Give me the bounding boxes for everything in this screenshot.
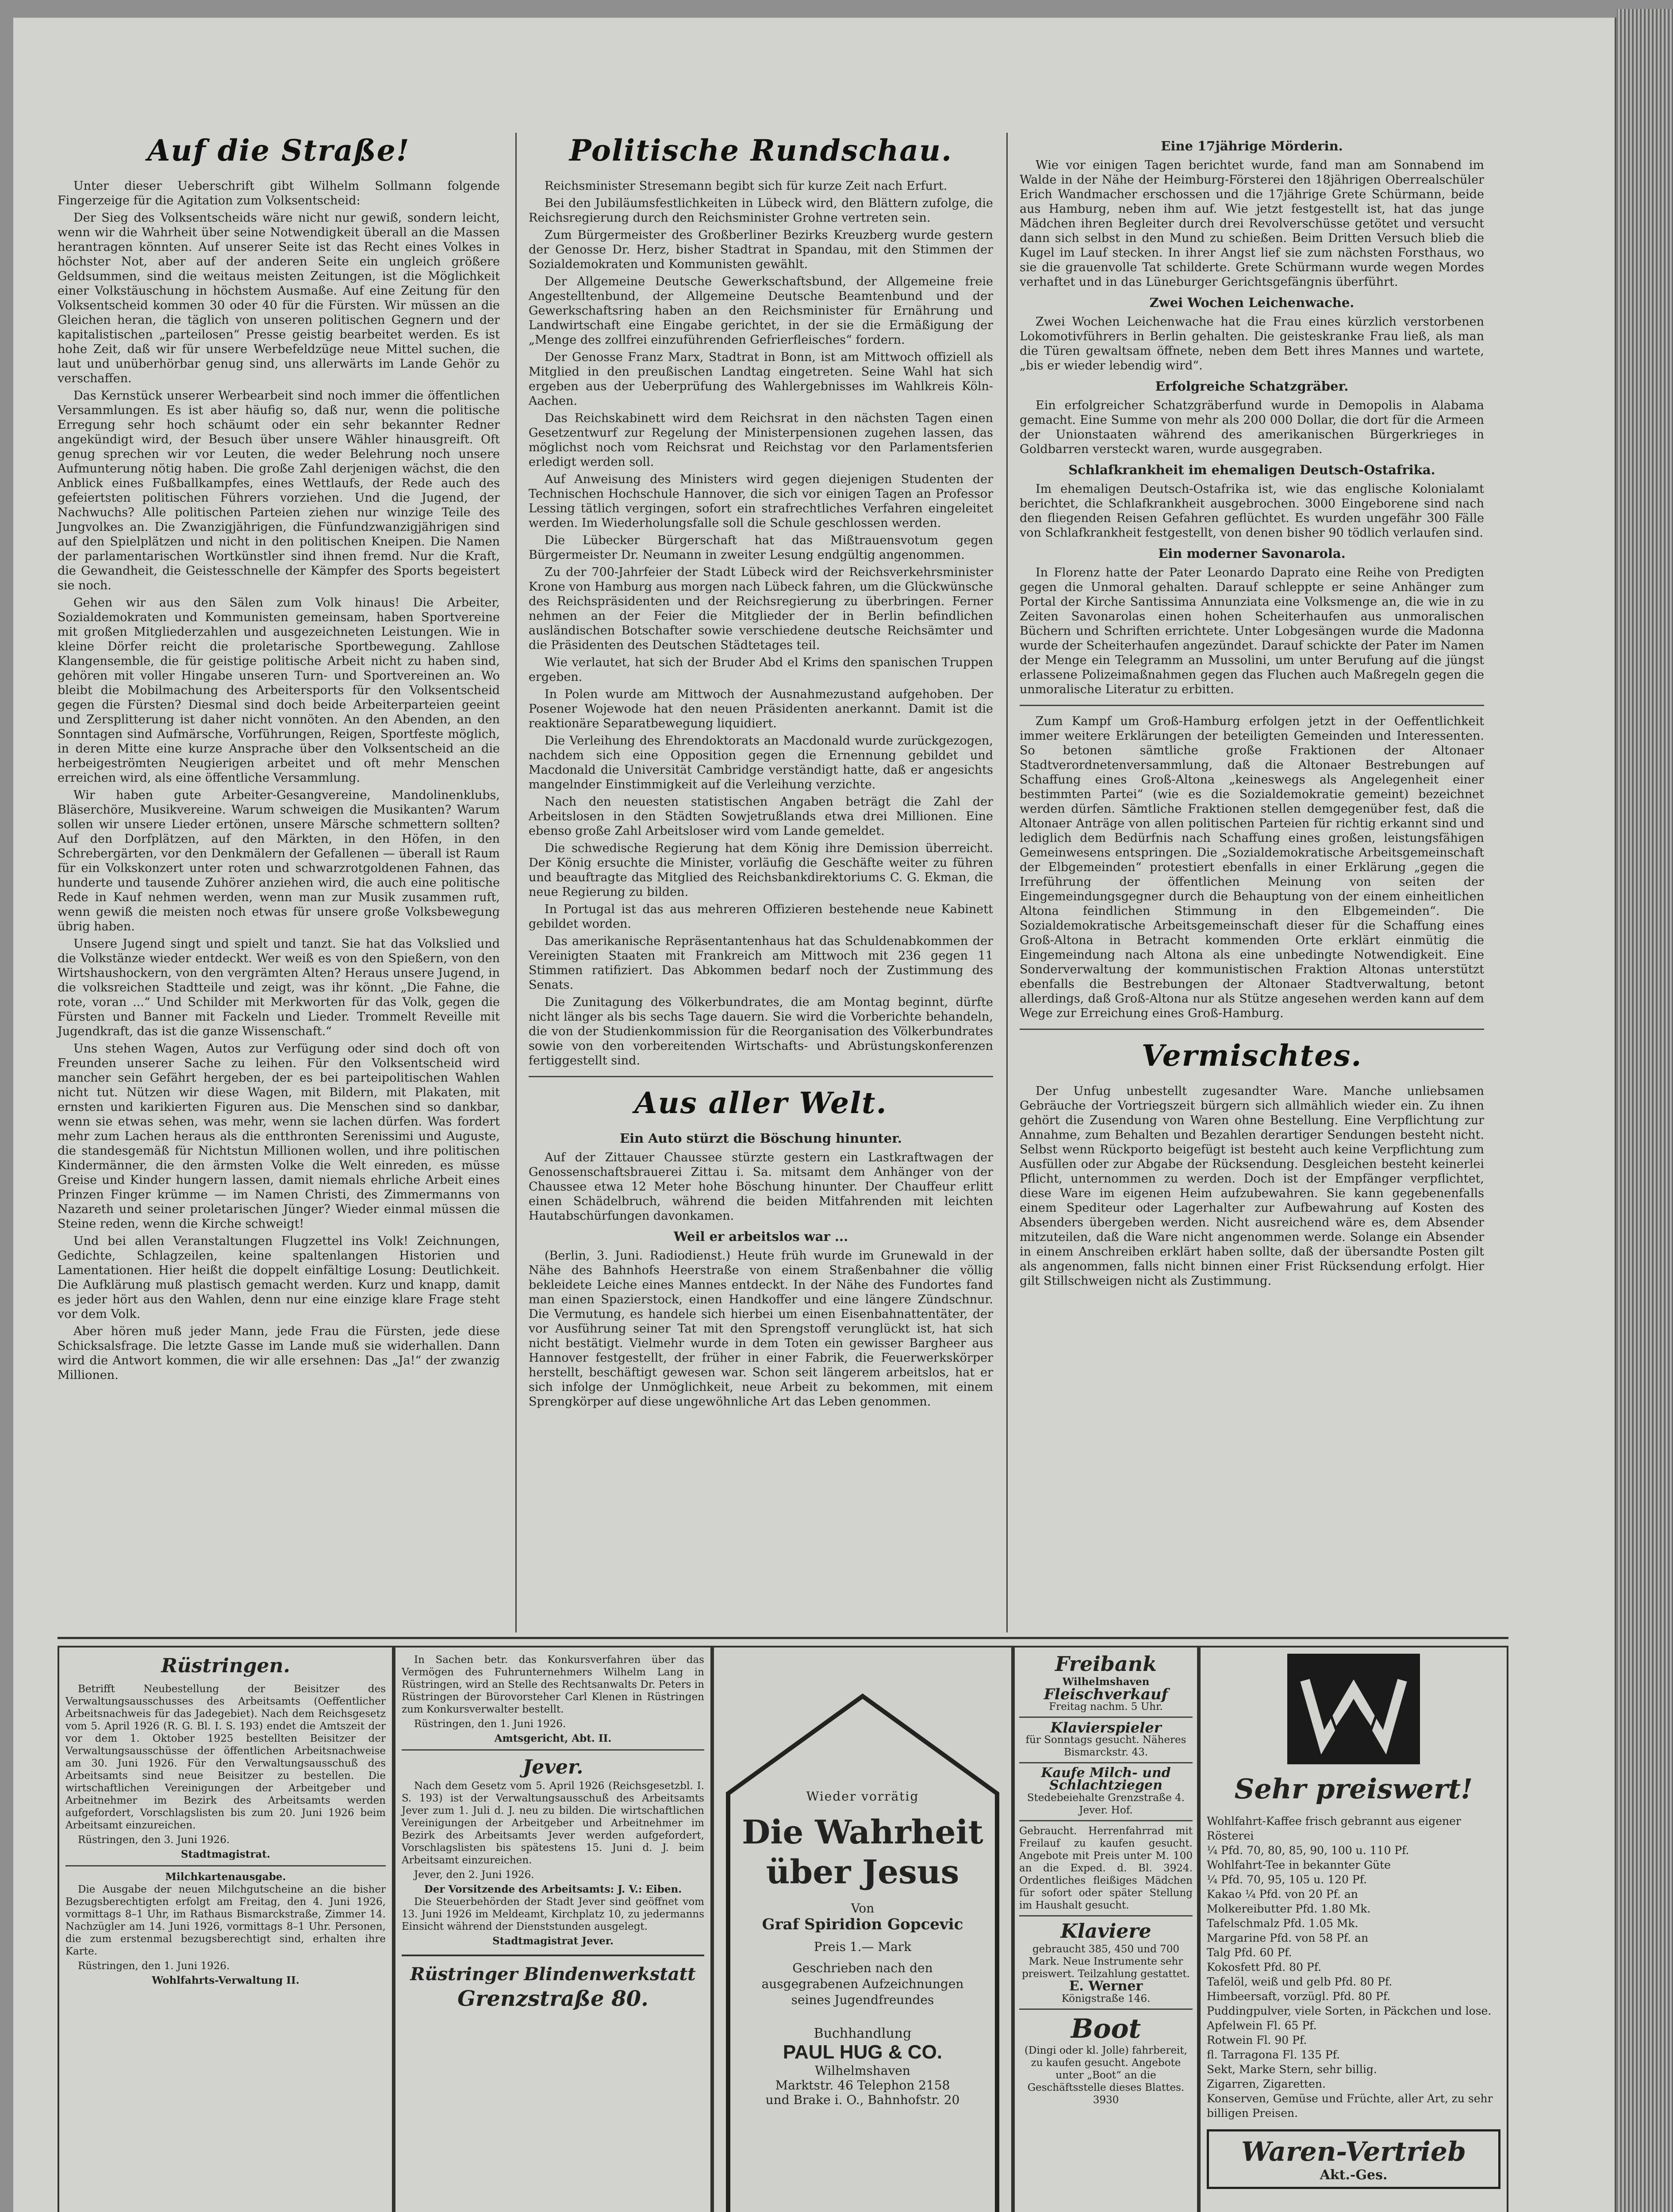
subheading-moerderin: Eine 17jährige Mörderin. (1161, 138, 1343, 154)
ad-klav-text: für Sonntags gesucht. Näheres Bismarckstr. 43. (1025, 1734, 1186, 1758)
section-divider (1020, 1029, 1484, 1030)
price-list-item: Wohlfahrt-Tee in bekannter Güte (1207, 1859, 1391, 1871)
paragraph: Die schwedische Regierung hat dem König ihre Demission überreicht. Der König ersuchte die Minister, vorläufig die Geschäfte weiter zu führen und beauftragte das Mitglied des Reichsbankdirektoriums C. G. Ekman, die neue Regierung zu bilden. (529, 841, 993, 899)
paragraph: Reichsminister Stresemann begibt sich für kurze Zeit nach Erfurt. (545, 179, 948, 193)
paragraph: Gehen wir aus den Sälen zum Volk hinaus! Die Arbeiter, Sozialdemokraten und Kommunisten gemeinsam, haben Sportvereine mit großen Mitgliederzahlen und ausgezeichneten Leistungen. Wie in kleine Dörfer reicht die proletarische Sportbewegung. Zahllose Klangensemble, die für geistige politische Arbeit nicht zu haben sind, gehören mit voller Hingabe unseren Turn- und Sportvereinen an. Wo bleibt die Mobilmachung des Arbeitersports für den Volksentscheid gegen die Fürsten? Diesmal sind doch beide Arbeiterparteien geeint und Zersplitterung ist daher nicht vonnöten. An den Abenden, an den Sonntagen sind Aufmärsche, Vorführungen, Reigen, Sportfeste möglich, in deren Mitte eine kurze Ansprache über den Volksentscheid an die herbeigeströmten Neugierigen arbeitet und oft mehr Menschen erreichen wird, als eine öffentliche Versammlung. (58, 596, 500, 785)
price-list-item: Sekt, Marke Stern, sehr billig. (1207, 2063, 1377, 2076)
price-list-item: Molkereibutter Pfd. 1.80 Mk. (1207, 1902, 1371, 1915)
article-body-auf-die-strasse (58, 179, 500, 1382)
book-ad-shop-name: PAUL HUG & CO. (783, 2041, 943, 2063)
ad-wv-items (1207, 1814, 1500, 2120)
book-ad-city: Wilhelmshaven (815, 2063, 910, 2078)
paragraph: In Polen wurde am Mittwoch der Ausnahmezustand aufgehoben. Der Posener Wojewode hat den neuen Präsidenten anerkannt. Damit ist die reaktionäre Separatbewegung liquidiert. (529, 687, 993, 730)
price-list-item: Wohlfahrt-Kaffee frisch gebrannt aus eigener Rösterei (1207, 1815, 1461, 1842)
ad-divider (402, 1955, 704, 1956)
article-title-aus-aller-welt: Aus aller Welt. (634, 1086, 887, 1120)
column-3 (1020, 133, 1484, 1291)
book-ad-top: Wieder vorrätig (806, 1789, 919, 1804)
paragraph: Unter dieser Ueberschrift gibt Wilhelm Sollmann folgende Fingerzeige für die Agitation zum Volksentscheid: (58, 179, 500, 207)
column-divider (1006, 133, 1008, 1632)
ad-classifieds (1013, 1646, 1199, 2212)
ad-misc-text: Gebraucht. Herrenfahrrad mit Freilauf zu kaufen gesucht. Angebote mit Preis unter M. 100 an die Exped. d. Bl. 3924. Ordentliches fleißiges Mädchen für sofort oder später Stellung im Haushalt gesucht. (1019, 1825, 1193, 1911)
ad-rustringen-sign: Stadtmagistrat. (180, 1848, 271, 1860)
ad-blind-line1: Rüstringer Blindenwerkstatt (410, 1964, 696, 1985)
ad-milch-date: Rüstringen, den 1. Juni 1926. (78, 1960, 230, 1972)
column-divider (515, 133, 517, 1632)
ad-blind-line2: Grenzstraße 80. (457, 1986, 648, 2011)
ad-milch-text: Die Ausgabe der neuen Milchgutscheine an die bisher Bezugsberechtigten erfolgt am Freitag, den 4. Juni 1926, vormittags 8–1 Uhr, im Rathaus Bismarckstraße, Zimmer 14. Nachzügler am 14. Juni 1926, vormittags 8–1 Uhr. Personen, die zum erstenmal bezugsberechtigt sind, erhalten ihre Karte. (65, 1884, 386, 1957)
book-ad-title1: Die Wahrheit (742, 1813, 983, 1851)
paragraph: Der Allgemeine Deutsche Gewerkschaftsbund, der Allgemeine freie Angestelltenbund, der Allgemeine Deutsche Beamtenbund und der Gewerkschaftsring haben an den Reichsminister für Ernährung und Landwirtschaft eine Eingabe gerichtet, in der sie die Ermäßigung der „Menge des zollfrei einzuführenden Gefrierfleisches“ fordern. (529, 275, 993, 347)
paragraph-savonarola: In Florenz hatte der Pater Leonardo Daprato eine Reihe von Predigten gegen die Unmoral gehalten. Darauf schleppte er seine Anhänger zum Portal der Kirche Santissima Annunziata eine Volksmenge an, die wie in zu Zeiten Savonarolas einen hohen Scheiterhaufen aus unmoralischen Büchern und Schriften errichtete. Unter Lobgesängen wurde die Madonna wurde der Scheiterhaufen angezündet. Darauf schickte der Pater im Namen der Menge ein Telegramm an Mussolini, um unter Berufung auf die jüngst erlassene Polizeimaßnahmen gegen das Fluchen auch Maßregeln gegen die unmoralische Literatur zu erbitten. (1020, 566, 1484, 696)
ad-klaviere-title: Klaviere (1060, 1920, 1151, 1943)
paragraph: Zu der 700-Jahrfeier der Stadt Lübeck wird der Reichsverkehrsminister Krone von Hamburg aus morgen nach Lübeck fahren, um die Glückwünsche des Reichspräsidenten und der Reichsregierung zu überbringen. Ferner nehmen an der Feier die Mitglieder der in Berlin befindlichen ausländischen Botschafter sowie verschiedene deutsche Reichsämter und die Präsidenten des Deutschen Städtetages teil. (529, 565, 993, 652)
paragraph-gross-hamburg: Zum Kampf um Groß-Hamburg erfolgen jetzt in der Oeffentlichkeit immer weitere Erklärungen der beteiligten Gemeinden und Interessenten. So betonen sämtliche große Fraktionen der Altonaer Stadtverordnetenversammlung, daß die Altonaer Bestrebungen auf Schaffung eines Groß-Altona „keineswegs als Angelegenheit einer bestimmten Partei“ (wie es die Sozialdemokratie gemeint) bezeichnet werden dürfen. Sämtliche Fraktionen stellen demgegenüber fest, daß die Altonaer Anträge von allen politischen Parteien für richtig erkannt sind und lediglich dem Bedürfnis nach Schaffung eines großen, leistungsfähigen Gemeinwesens entspringen. Die „Sozialdemokratische Arbeitsgemeinschaft der Elbgemeinden“ protestiert ebenfalls in einer Erklärung „gegen die Irreführung der öffentlichen Meinung von seiten der Eingemeindungsgegner durch die Behauptung von der einem einheitlichen Altona feindlichen Stimmung in den Elbgemeinden“. Die Sozialdemokratische Arbeitsgemeinschaft dieser für die Schaffung eines Groß-Altona in Betracht kommenden Orte erklärt einmütig die Eingemeindung nach Altona als eine unbedingte Notwendigkeit. Eine Sonderverwaltung der kommunistischen Fraktion Altonas unterstützt ebenfalls die Bestrebungen der Altonaer Stadtverwaltung, betont allerdings, daß Groß-Altona nur als Stütze angesehen werden kann auf dem Wege zur Erreichung eines Groß-Hamburg. (1020, 714, 1484, 1020)
price-list-item: Margarine Pfd. von 58 Pf. an (1207, 1932, 1369, 1944)
book-ad-price: Preis 1.— Mark (813, 1939, 912, 1954)
ad-rustringen-title: Rüstringen. (161, 1655, 290, 1677)
paragraph: Unsere Jugend singt und spielt und tanzt. Sie hat das Volkslied und die Volkstänze wieder entdeckt. Wer weiß es von den Spießern, von den Wirtshaushockern, von den vergrämten Alten? Heraus unsere Jugend, in die volksreichen Stadtteile und zeigt, was ihr könnt. „Die Fahne, die rote, voran ...“ Und Schilder mit Merkworten für das Volk, gegen die Fürsten und Banner mit Fackeln und Lieder. Trommelt Reveille mit Jugendkraft, das ist die ganze Wissenschaft.“ (58, 937, 500, 1038)
paragraph-auto: Auf der Zittauer Chaussee stürzte gestern ein Lastkraftwagen der Genossenschaftsbrauerei Zittau i. Sa. mitsamt dem Anhänger von der Chaussee etwa 12 Meter hohe Böschung hinunter. Der Chauffeur erlitt einen Schädelbruch, während die beiden Mitfahrenden mit leichten Hautabschürfungen davonkamen. (529, 1151, 993, 1223)
paragraph: Das Kernstück unserer Werbearbeit sind noch immer die öffentlichen Versammlungen. Es ist aber häufig so, daß nur, wenn die politische Erregung sehr hoch schäumt oder ein sehr bekannter Redner angekündigt wird, der Besuch über unsere Wähler hinausgreift. Oft genug sprechen wir vor Leuten, die weder Belehrung noch unsere Aufmunterung nötig haben. Die große Zahl derjenigen wächst, die den Anblick eines Fußballkampfes, eines Wettlaufs, der Rede auch des gefeiertsten politischen Führers vorziehen. Und die Jugend, der Nachwuchs? Alle politischen Parteien ziehen nur winzige Teile des Jungvolkes an. Die Zwanzigjährigen, die Fünfundzwanzigjährigen sind auf den Spielplätzen und nicht in den politischen Kneipen. Die Namen der parlamentarischen Wortkünstler sind ihnen fremd. Nur die Kraft, die Gewandheit, die Geistesschnelle der Kämpfer des Sports begeistert sie noch. (58, 389, 500, 592)
ad-kaufe-title: Kaufe Milch- und Schlachtziegen (1041, 1765, 1171, 1793)
ad-klaviere-addr: Königstraße 146. (1061, 1993, 1151, 2005)
ad-wv-headline: Sehr preiswert! (1234, 1773, 1473, 1805)
price-list-item: Puddingpulver, viele Sorten, in Päckchen und lose. (1207, 2005, 1492, 2017)
paragraph: Wir haben gute Arbeiter-Gesangvereine, Mandolinenklubs, Bläserchöre, Musikvereine. Warum schweigen die Musikanten? Warum sollen wir unsere Lieder ertönen, unsere Märsche schmettern sollten? Auf den Dorfplätzen, auf den Märkten, in den Höfen, in den Schrebergärten, vor den Denkmälern der Gefallenen — überall ist Raum für ein Volkskonzert unter roten und schwarzrotgoldenen Fahnen, das hunderte und tausende Zuhörer anziehen wird, die auch eine politische Rede in Kauf nehmen werden, wenn man zur Musik zusammen ruft, wenn gewiß die meisten noch etwas für unsere große Volksbewegung übrig haben. (58, 788, 500, 933)
column-2 (529, 133, 993, 1412)
book-ad-desc: Geschrieben nach den ausgegrabenen Aufzeichnungen seines Jugendfreundes (761, 1961, 964, 2007)
ad-konkurs-text: In Sachen betr. das Konkursverfahren über das Vermögen des Fuhrunternehmers Wilhelm Lang in Rüstringen, wird an Stelle des Rechtsanwalts Dr. Peters in Rüstringen der Bürovorsteher Carl Klenen in Rüstringen zum Konkursverwalter bestellt. (402, 1654, 704, 1715)
ad-jever-sign2: Stadtmagistrat Jever. (492, 1935, 614, 1947)
ad-konkurs-sign: Amtsgericht, Abt. II. (494, 1732, 612, 1744)
article-title-vermischtes: Vermischtes. (1141, 1038, 1362, 1073)
paragraph: Nach den neuesten statistischen Angaben beträgt die Zahl der Arbeitslosen in den Städten Sowjetrußlands etwa drei Millionen. Eine ebenso große Zahl Arbeitsloser wird vom Lande gemeldet. (529, 795, 993, 838)
paragraph-arbeitslos: (Berlin, 3. Juni. Radiodienst.) Heute früh wurde im Grunewald in der Nähe des Bahnhofs Heerstraße von einem Straßenbahner die völlig bekleidete Leiche eines Mannes entdeckt. In der Nähe des Fundortes fand man einen Spazierstock, einen Handkoffer und eine längere Zündschnur. Die Vermutung, es handele sich hierbei um einen Eisenbahnattentäter, der vor Ausführung seiner Tat mit den Sprengstoff verunglückt ist, hat sich nicht bestätigt. Vielmehr wurde in dem Toten ein gewisser Bargheer aus Hannover festgestellt, der früher in einer Fabrik, die Feuerwerkskörper herstellt, beschäftigt gewesen war. Schon seit längerem arbeitslos, hat er sich infolge der Unmöglichkeit, neue Arbeit zu bekommen, mit einem Sprengkörper auf diese ungewöhnliche Art das Leben genommen. (529, 1249, 993, 1409)
ad-boot-text: (Dingi oder kl. Jolle) fahrbereit, zu kaufen gesucht. Angebote unter „Boot“ an die Geschäftsstelle dieses Blattes. 3930 (1025, 2045, 1187, 2106)
ad-divider (1019, 2008, 1193, 2010)
paragraph: Das amerikanische Repräsentantenhaus hat das Schuldenabkommen der Vereinigten Staaten mit Frankreich am Mittwoch mit 236 gegen 11 Stimmen ratifiziert. Das Abkommen bedarf noch der Zustimmung des Senats. (529, 934, 993, 992)
book-page-edge (1617, 9, 1673, 2212)
subheading-schlafkrankheit: Schlafkrankheit im ehemaligen Deutsch-Ostafrika. (1068, 462, 1435, 477)
ad-divider (1019, 1762, 1193, 1763)
paragraph-leichenwache: Zwei Wochen Leichenwache hat die Frau eines kürzlich verstorbenen Lokomotivführers in Berlin gehalten. Die geisteskranke Frau ließ, als man die Türen gewaltsam öffnete, neben dem Bett ihres Mannes und wartete, „bis er wieder lebendig wird“. (1020, 315, 1484, 373)
section-divider (1020, 705, 1484, 706)
paragraph: Die Verleihung des Ehrendoktorats an Macdonald wurde zurückgezogen, nachdem sich eine Opposition gegen die Ernennung gebildet und Macdonald die Universität Cambridge verständigt hatte, daß er angesichts mangelnder Einstimmigkeit auf die Verleihung verzichte. (529, 734, 993, 791)
ad-waren-vertrieb (1199, 1646, 1508, 2212)
paragraph: Die Lübecker Bürgerschaft hat das Mißtrauensvotum gegen Bürgermeister Dr. Neumann in zweiter Lesung endgültig angenommen. (529, 534, 993, 562)
ad-jever-title: Jever. (522, 1756, 583, 1778)
price-list-item: Tafelschmalz Pfd. 1.05 Mk. (1207, 1917, 1358, 1930)
book-ad-von: Von (851, 1901, 875, 1916)
paragraph-unfug: Der Unfug unbestellt zugesandter Ware. Manche unliebsamen Gebräuche der Vortriegszeit bürgern sich allmählich wieder ein. Zu ihnen gehört die Zusendung von Waren ohne Bestellung. Eine Verpflichtung zur Annahme, zum Behalten und Bezahlen derartiger Sendungen besteht nicht. Selbst wenn Rückporto beigefügt ist besteht auch keine Verpflichtung zum Ausfüllen oder zur Abgabe der Rücksendung. Desgleichen besteht keinerlei Pflicht, unternommen zu werden. Doch ist der Empfänger verpflichtet, diese Ware im eigenen Heim aufzubewahren. Sie kann gegebenenfalls einem Spediteur oder Lagerhalter zur Aufbewahrung auf Kosten des Absenders übergeben werden. Nicht ausreichend wäre es, dem Absender mitzuteilen, daß die Ware nicht angenommen werde. Solange ein Absender in einem Anschreiben erklärt haben sollte, daß der übersandte Posten gilt als angenommen, falls nicht binnen einer Frist Rücksendung erfolgt. Hier gilt Stillschweigen nicht als Zustimmung. (1020, 1084, 1484, 1288)
book-ad-author: Graf Spiridion Gopcevic (762, 1916, 963, 1933)
paragraph-moerderin: Wie vor einigen Tagen berichtet wurde, fand man am Sonnabend im Walde in der Nähe der Heimburg-Försterei den 18jährigen Oberrealschüler Erich Wandmacher erschossen und die 17jährige Grete Schürmann, beide aus Hamburg, neben ihm auf. Wie jetzt festgestellt ist, hat das junge Mädchen ihren Begleiter durch drei Revolverschüsse getötet und versucht dann sich selbst in den Mund zu schießen. Beim Dritten Versuch blieb die Kugel im Lauf stecken. In ihrer Angst lief sie zum nächsten Forsthaus, wo sie die grauenvolle Tat schilderte. Grete Schürmann wurde wegen Mordes verhaftet und in das Lüneburger Gerichtsgefängnis überführt. (1020, 158, 1484, 289)
price-list-item: Talg Pfd. 60 Pf. (1207, 1946, 1292, 1959)
ad-wv-footer-box (1207, 2129, 1500, 2189)
price-list-item: Apfelwein Fl. 65 Pf. (1207, 2019, 1317, 2032)
paragraph: In Portugal ist das aus mehreren Offizieren bestehende neue Kabinett gebildet worden. (529, 902, 993, 931)
price-list-item: Konserven, Gemüse und Früchte, aller Art, zu sehr billigen Preisen. (1207, 2092, 1493, 2120)
subheading-auto: Ein Auto stürzt die Böschung hinunter. (620, 1131, 902, 1146)
ad-divider (402, 1749, 704, 1751)
waren-vertrieb-logo-icon (1287, 1654, 1420, 1764)
ad-jever-sign: Der Vorsitzende des Arbeitsamts: J. V.: Eiben. (424, 1883, 682, 1895)
ad-jever-text2: Die Steuerbehörden der Stadt Jever sind geöffnet vom 13. Juni 1926 im Meldeamt, Kirchplatz 10, zu jedermanns Einsicht während der Dienststunden ausgelegt. (402, 1896, 704, 1932)
paragraph: Zum Bürgermeister des Großberliner Bezirks Kreuzberg wurde gestern der Genosse Dr. Herz, bisher Stadtrat in Spandau, mit den Stimmen der Sozialdemokraten und Kommunisten gewählt. (529, 228, 993, 271)
paragraph-schatzgraeber: Ein erfolgreicher Schatzgräberfund wurde in Demopolis in Alabama gemacht. Eine Summe von mehr als 200 000 Dollar, die dort für die Armeen der Unionstaaten während des amerikanischen Bürgerkrieges in Goldbarren versteckt waren, wurde ausgegraben. (1020, 399, 1484, 456)
ad-wv-footer2: Akt.-Ges. (1320, 2167, 1388, 2183)
subheading-schatzgraeber: Erfolgreiche Schatzgräber. (1155, 379, 1349, 394)
article-title-politische-rundschau: Politische Rundschau. (569, 133, 952, 168)
subheading-arbeitslos: Weil er arbeitslos war ... (673, 1229, 848, 1244)
ad-freibank-title: Freibank (1055, 1652, 1157, 1676)
paragraph: Der Genosse Franz Marx, Stadtrat in Bonn, ist am Mittwoch offiziell als Mitglied in den preußischen Landtag eingetreten. Seine Wahl hat sich ergeben aus der Ueberprüfung des Wahlergebnisses im Wahlkreis Köln-Aachen. (529, 350, 993, 408)
paragraph: Der Sieg des Volksentscheids wäre nicht nur gewiß, sondern leicht, wenn wir die Wahrheit über seine Notwendigkeit überall an die Massen herantragen könnten. Auf unserer Seite ist das Recht eines Volkes in höchster Not, aber auf der anderen Seite ein ungleich größere Geldsummen, sind die weitaus meisten Zeitungen, ist die Möglichkeit einer Volkstäuschung in höchstem Ausmaße. Auf eine Zeitung für den Volksentscheid kommen 30 oder 40 für die Fürsten. Wir müssen an die Gleichen heran, die täglich von unseren politischen Gegnern und der kapitalistischen „parteilosen“ Presse geistig bearbeitet werden. Es ist hohe Zeit, daß wir für unsere Werbefeldzüge neue Mittel suchen, die laut und unüberhörbar genug sind, uns allerwärts im Lande Gehör zu verschaffen. (58, 211, 500, 385)
ad-jever-date: Jever, den 2. Juni 1926. (414, 1869, 534, 1881)
paragraph: Uns stehen Wagen, Autos zur Verfügung oder sind doch oft von Freunden unserer Sache zu leihen. Für den Volksentscheid wird mancher sein Gefährt hergeben, der es bei parteipolitischen Wahlen nicht tut. Nützen wir diese Wagen, mit Bildern, mit Plakaten, mit ernsten und karikierten Figuren aus. Die Menschen sind so dankbar, wenn sie etwas sehen, was mehr, wenn sie lachen dürfen. Was fordert mehr zum Lachen heraus als die entthronten Serenissimi und Auguste, die standesgemäß für Nichtstun Millionen wollen, und ihre politischen Kindermänner, die den ärmsten Volke die Welt einreden, es müsse Greise und Kinder hungern lassen, damit niemals ehrliche Arbeit eines Prinzen Finger krümme — im Namen Christi, des Zimmermanns von Nazareth und seiner proletarischen Jünger? Wieder einmal müssen die Steine reden, wenn die Kirche schweigt! (58, 1042, 500, 1231)
section-divider (529, 1076, 993, 1077)
article-title-auf-die-strasse: Auf die Straße! (147, 133, 410, 168)
ad-divider (1019, 1820, 1193, 1821)
ad-freibank-time: Freitag nachm. 5 Uhr. (1049, 1701, 1163, 1713)
price-list-item: ¼ Pfd. 70, 80, 85, 90, 100 u. 110 Pf. (1207, 1844, 1409, 1857)
price-list-item: Himbeersaft, vorzügl. Pfd. 80 Pf. (1207, 1990, 1391, 2003)
ad-milch-title: Milchkartenausgabe. (165, 1871, 286, 1883)
ad-konkurs-date: Rüstringen, den 1. Juni 1926. (414, 1718, 566, 1730)
subheading-leichenwache: Zwei Wochen Leichenwache. (1149, 295, 1355, 310)
article-body-politische-rundschau (529, 179, 993, 1068)
ad-klaviere-name: E. Werner (1069, 1978, 1143, 1994)
price-list-item: Tafelöl, weiß und gelb Pfd. 80 Pf. (1207, 1975, 1393, 1988)
ad-book (712, 1646, 1013, 2212)
ad-milch-sign: Wohlfahrts-Verwaltung II. (152, 1974, 299, 1986)
ad-rustringen-date: Rüstringen, den 3. Juni 1926. (78, 1834, 230, 1846)
paragraph: Und bei allen Veranstaltungen Flugzettel ins Volk! Zeichnungen, Gedichte, Schlagzeilen, keine spaltenlangen Historien und Lamentationen. Hier heißt die doppelt einfältige Losung: Deutlichkeit. Die Aufklärung muß plastisch gemacht werden. Kurz und knapp, damit es jeder hört aus den Wahlen, denn nur eine einzige klare Frage steht vor dem Volk. (58, 1234, 500, 1321)
paragraph: Aber hören muß jeder Mann, jede Frau die Fürsten, jede diese Schicksalsfrage. Die letzte Gasse im Lande muß sie widerhallen. Dann wird die Antwort kommen, die wir alle ersehnen: Das „Ja!“ der zwanzig Millionen. (58, 1325, 500, 1382)
ad-rustringen-text: Betrifft Neubestellung der Beisitzer des Verwaltungsausschusses des Arbeitsamts (Oeffentlicher Arbeitsnachweis für das Jadegebiet). Nach dem Reichsgesetz vom 5. April 1926 (R. G. Bl. I. S. 193) endet die Amtszeit der vor dem 1. Oktober 1925 bestellten Beisitzer der Verwaltungsausschüsse der öffentlichen Arbeitsnachweise am 30. Juni 1926. Für den Verwaltungsausschuß des Arbeitsamts sind neue Beisitzer zu bestellen. Die wirtschaftlichen Vereinigungen der Arbeitgeber und Arbeitnehmer im Bezirk des Arbeitsamts werden aufgefordert, Vorschlagslisten bis zum 20. Juni 1926 beim Arbeitsamt einzureichen. (65, 1683, 386, 1831)
book-ad-addr2: und Brake i. O., Bahnhofstr. 20 (765, 2093, 960, 2107)
paragraph: Bei den Jubiläumsfestlichkeiten in Lübeck wird, den Blättern zufolge, die Reichsregierung durch den Reichsminister Grohne vertreten sein. (529, 196, 993, 225)
ad-rustringen (58, 1646, 394, 2212)
ad-kaufe-text: Stedebeiehalte Grenzstraße 4. Jever. Hof. (1027, 1792, 1185, 1816)
price-list-item: Kokosfett Pfd. 80 Pf. (1207, 1961, 1322, 1974)
price-list-item: Zigarren, Zigaretten. (1207, 2078, 1326, 2090)
price-list-item: Rotwein Fl. 90 Pf. (1207, 2034, 1307, 2047)
book-ad-title2: über Jesus (766, 1853, 959, 1891)
ad-divider (65, 1865, 386, 1866)
ad-wv-footer: Waren-Vertrieb (1241, 2136, 1466, 2167)
column-1 (58, 133, 500, 1385)
ad-divider (1019, 1915, 1193, 1916)
paragraph: Wie verlautet, hat sich der Bruder Abd el Krims den spanischen Truppen ergeben. (529, 656, 993, 684)
paragraph: Die Zunitagung des Völkerbundrates, die am Montag beginnt, dürfte nicht länger als bis sechs Tage dauern. Sie wird die Vorberichte behandeln, die von der Studienkommission für die Reorganisation des Völkerbundrates sowie von den vorbereitenden Wirtschafts- und Abrüstungskonferenzen fertiggestellt sind. (529, 995, 993, 1068)
ad-freibank-city: Wilhelmshaven (1062, 1676, 1150, 1688)
paragraph: Das Reichskabinett wird dem Reichsrat in den nächsten Tagen einen Gesetzentwurf zur Regelung der Ministerpensionen zugehen lassen, das möglichst noch vom Reichsrat und Reichstag vor den Parlamentsferien erledigt werden soll. (529, 411, 993, 469)
subheading-savonarola: Ein moderner Savonarola. (1158, 546, 1346, 561)
price-list-item: Kakao ¼ Pfd. von 20 Pf. an (1207, 1888, 1358, 1901)
paragraph-schlafkrankheit: Im ehemaligen Deutsch-Ostafrika ist, wie das englische Kolonialamt berichtet, die Schlafkrankheit ausgebrochen. 3000 Eingeborene sind nach den fliegenden Reisen Gefahren geflüchtet. Es wurden ungefähr 300 Fälle von Schlafkrankheit festgestellt, von denen bisher 90 tödlich verlaufen sind. (1020, 482, 1484, 540)
book-ad-content (741, 1789, 985, 2107)
book-ad-shop: Buchhandlung (813, 2026, 912, 2041)
price-list-item: ¼ Pfd. 70, 95, 105 u. 120 Pf. (1207, 1873, 1367, 1886)
waren-vertrieb-logo (1287, 1654, 1420, 1764)
ad-klaviere-text: gebraucht 385, 450 und 700 Mark. Neue Instrumente sehr preiswert. Teilzahlung gestattet. (1022, 1943, 1190, 1980)
book-ad-addr1: Marktstr. 46 Telephon 2158 (775, 2078, 950, 2093)
ad-jever (394, 1646, 712, 2212)
ad-divider (1019, 1717, 1193, 1718)
paragraph: Auf Anweisung des Ministers wird gegen diejenigen Studenten der Technischen Hochschule Hannover, die sich vor einigen Tagen an Professor Lessing tätlich vergingen, sofort ein strafrechtliches Verfahren eingeleitet werden. Im Wiederholungsfalle soll die Schule geschlossen werden. (529, 472, 993, 530)
ads-top-rule (58, 1637, 1508, 1639)
ad-klav-title: Klavierspieler (1050, 1719, 1162, 1736)
ad-boot-title: Boot (1071, 2013, 1141, 2044)
ad-jever-text: Nach dem Gesetz vom 5. April 1926 (Reichsgesetzbl. I. S. 193) ist der Verwaltungsausschuß des Arbeitsamts Jever zum 1. Juli d. J. neu zu bilden. Die wirtschaftlichen Vereinigungen der Arbeitgeber und Arbeitnehmer im Bezirk des Arbeitsamts Jever werden aufgefordert, Vorschlagslisten bis spätestens 15. Juni d. J. beim Arbeitsamt einzureichen. (402, 1780, 704, 1866)
ad-freibank-sub: Fleischverkauf (1044, 1686, 1168, 1703)
price-list-item: fl. Tarragona Fl. 135 Pf. (1207, 2048, 1340, 2061)
